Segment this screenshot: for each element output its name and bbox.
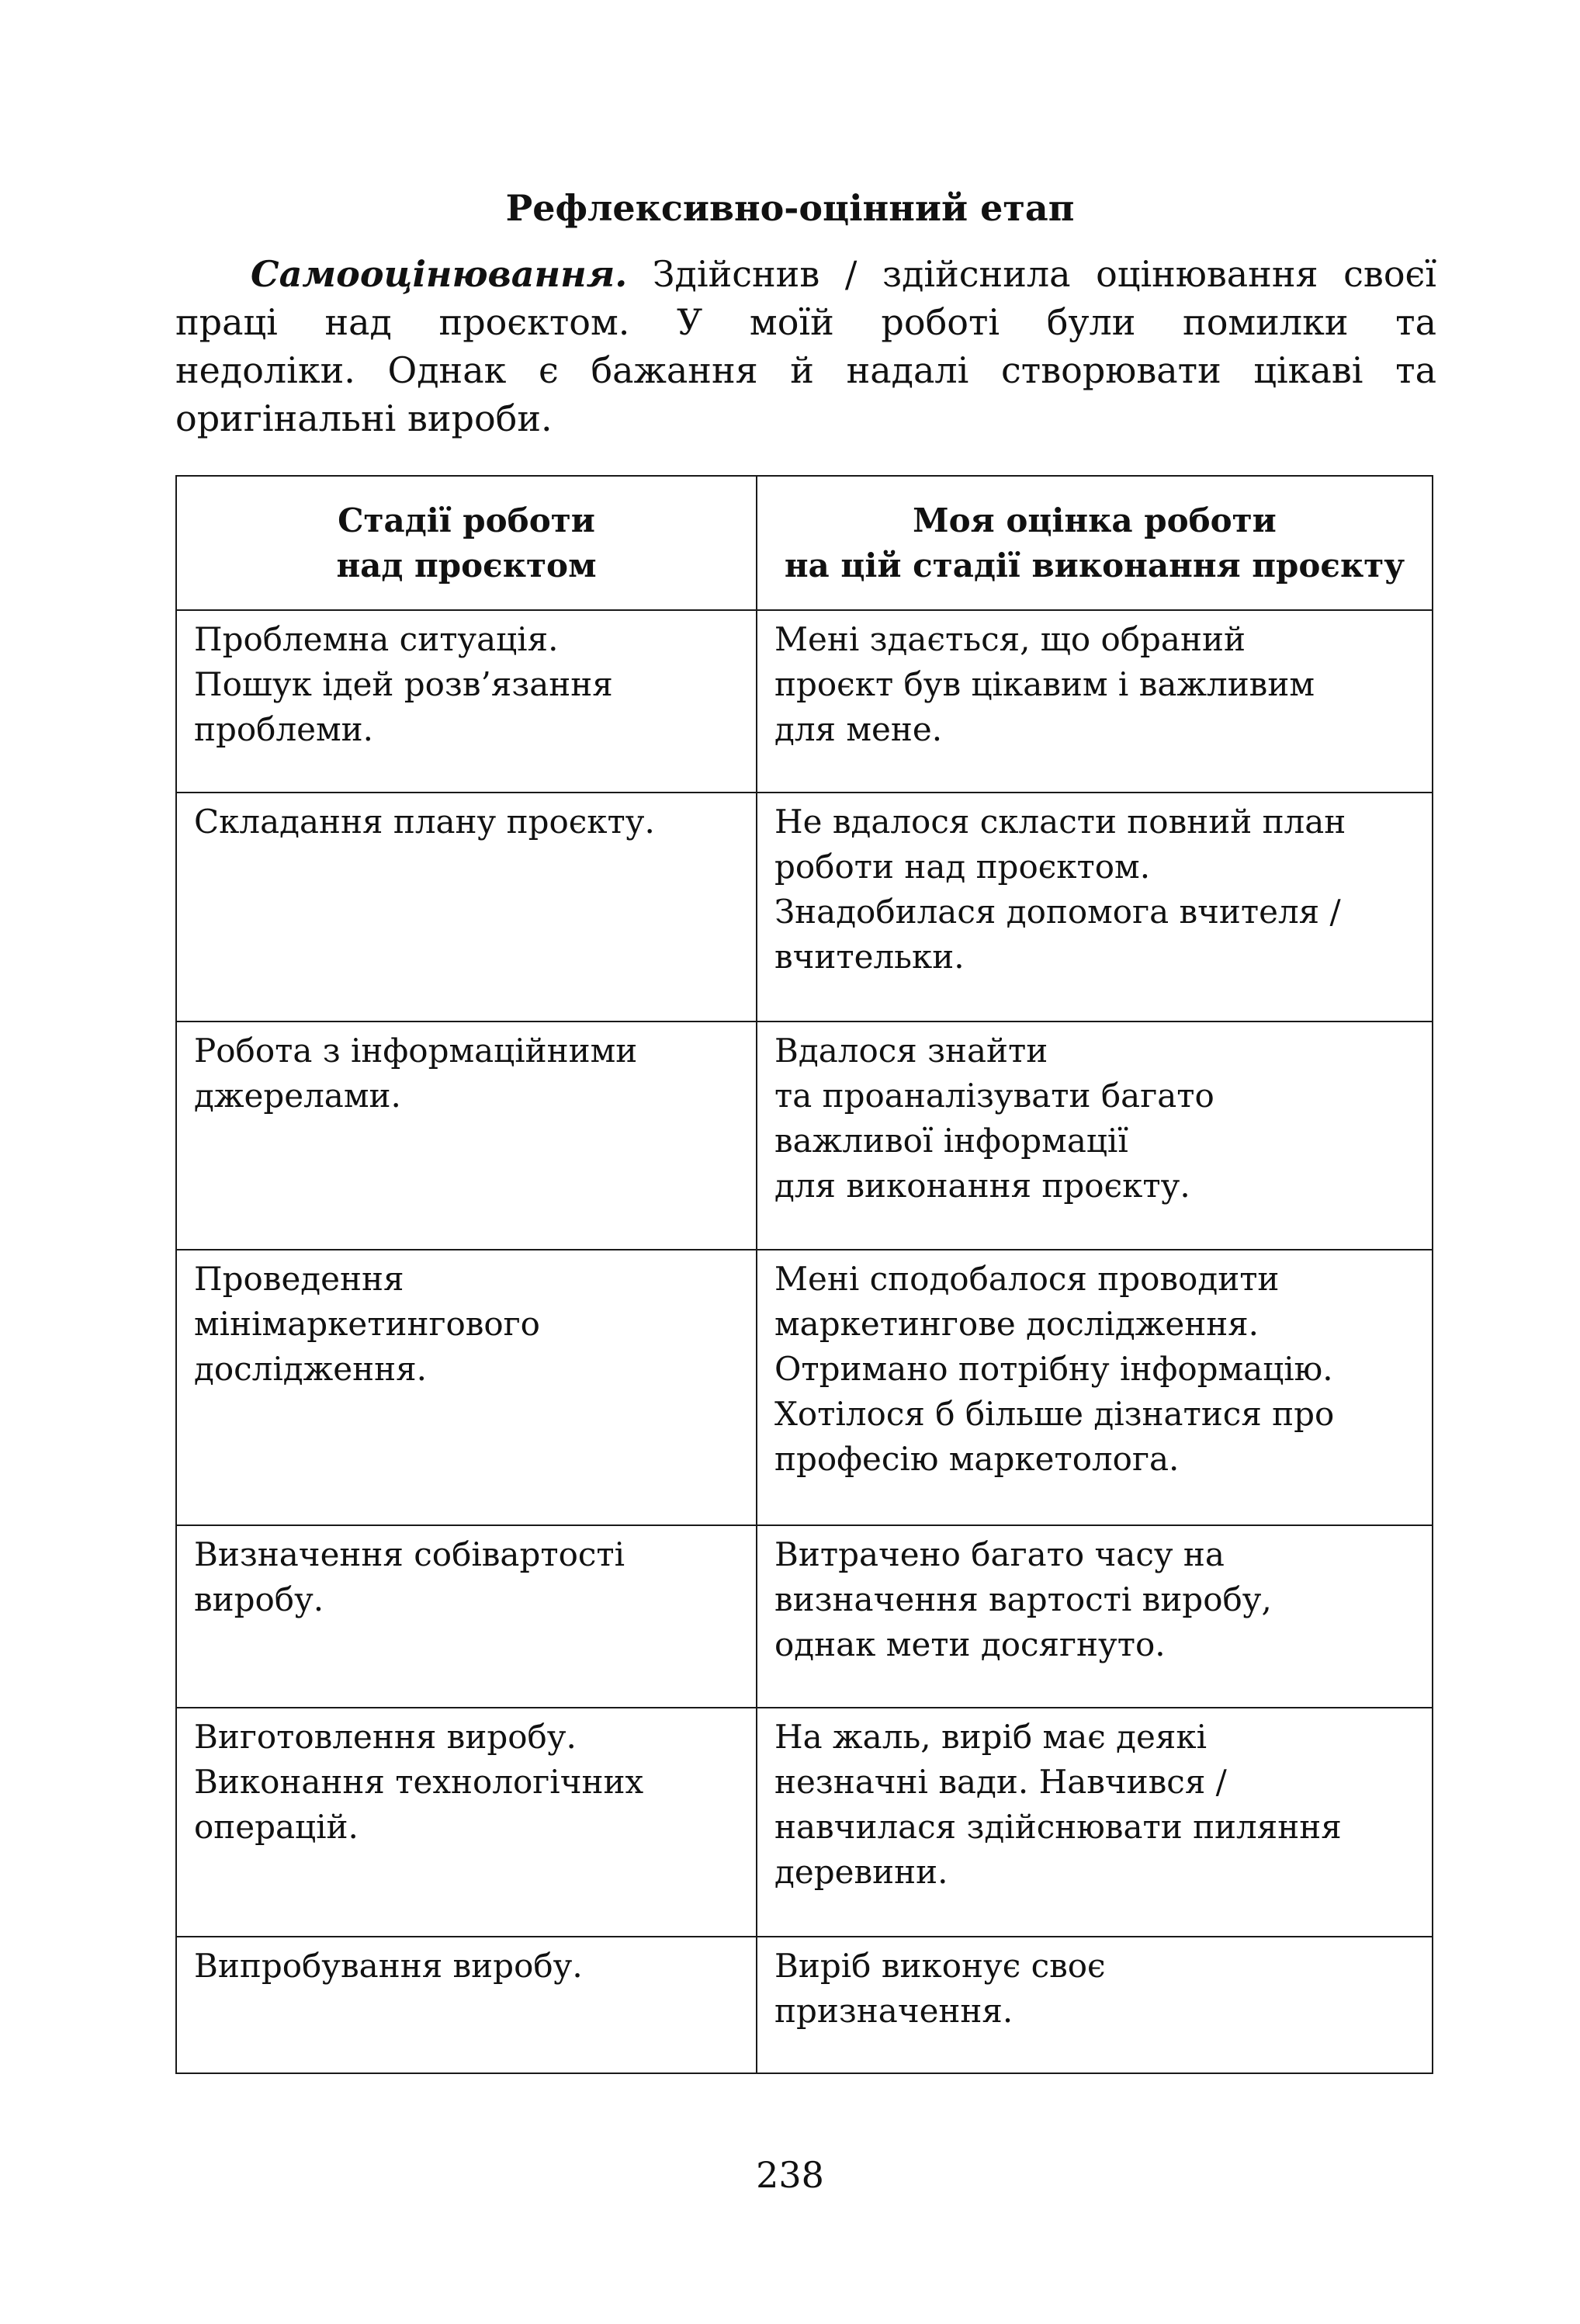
- cell-line: Витрачено багато часу на: [774, 1535, 1225, 1573]
- cell-line: виробу.: [194, 1580, 324, 1618]
- cell-line: Виконання технологічних: [194, 1763, 644, 1801]
- intro-line-1-text: Здійснив / здійснила оцінювання своєї: [627, 253, 1436, 295]
- table-header-row: [176, 476, 1433, 610]
- cell-line: Отримано потрібну інформацію.: [774, 1350, 1333, 1388]
- header-assessment-line: на цій стадії виконання проєкту: [784, 546, 1405, 584]
- table-row: [176, 1022, 1433, 1250]
- cell-line: джерелами.: [194, 1077, 401, 1115]
- cell-line: призначення.: [774, 1992, 1013, 2030]
- cell-line: маркетингове дослідження.: [774, 1305, 1259, 1343]
- cell-line: вчительки.: [774, 938, 965, 976]
- cell-line: Випробування виробу.: [194, 1947, 583, 1985]
- cell-line: На жаль, виріб має деякі: [774, 1718, 1208, 1756]
- cell-line: професію маркетолога.: [774, 1440, 1180, 1478]
- header-assessment-line: Моя оцінка роботи: [913, 501, 1277, 539]
- cell-line: Виріб виконує своє: [774, 1947, 1106, 1985]
- cell-line: навчилася здійснювати пиляння: [774, 1808, 1342, 1846]
- assessment-cell: [757, 1525, 1433, 1708]
- header-stages: [176, 476, 757, 610]
- project-stages-table: [175, 475, 1433, 2074]
- cell-line: Проведення: [194, 1260, 404, 1298]
- assessment-cell: [757, 1250, 1433, 1525]
- stage-cell: [176, 1525, 757, 1708]
- cell-line: незначні вади. Навчився /: [774, 1763, 1227, 1801]
- assessment-cell: [757, 793, 1433, 1022]
- section-heading: Рефлексивно-оцінний етап: [505, 187, 1075, 229]
- cell-line: роботи над проєктом.: [774, 848, 1151, 886]
- assessment-cell: [757, 1022, 1433, 1250]
- assessment-cell: [757, 1937, 1433, 2073]
- cell-line: для виконання проєкту.: [774, 1167, 1190, 1205]
- table-row: [176, 1250, 1433, 1525]
- intro-line-3: недоліки. Однак є бажання й надалі створювати цікаві та: [175, 349, 1436, 391]
- cell-line: деревини.: [774, 1853, 948, 1891]
- cell-line: Пошук ідей розв’язання: [194, 665, 613, 703]
- cell-line: мінімаркетингового: [194, 1305, 540, 1343]
- cell-line: важливої інформації: [774, 1122, 1128, 1160]
- stage-cell: [176, 1250, 757, 1525]
- cell-line: Не вдалося скласти повний план: [774, 803, 1346, 841]
- cell-line: Знадобилася допомога вчителя /: [774, 893, 1341, 931]
- intro-line-4: оригінальні вироби.: [175, 397, 553, 439]
- stage-cell: [176, 793, 757, 1022]
- cell-line: Хотілося б більше дізнатися про: [774, 1395, 1335, 1433]
- assessment-cell: [757, 1708, 1433, 1937]
- intro-paragraph: [175, 250, 1436, 442]
- header-stages-line: Стадії роботи: [338, 501, 595, 539]
- cell-line: Виготовлення виробу.: [194, 1718, 577, 1756]
- table-row: [176, 610, 1433, 793]
- cell-line: проєкт був цікавим і важливим: [774, 665, 1315, 703]
- table-row: [176, 1525, 1433, 1708]
- page-number: 238: [756, 2154, 824, 2196]
- stage-cell: [176, 610, 757, 793]
- cell-line: операцій.: [194, 1808, 359, 1846]
- cell-line: проблеми.: [194, 710, 373, 748]
- cell-line: та проаналізувати багато: [774, 1077, 1214, 1115]
- stage-cell: [176, 1022, 757, 1250]
- cell-line: Робота з інформаційними: [194, 1032, 638, 1070]
- cell-line: Визначення собівартості: [194, 1535, 625, 1573]
- table-row: [176, 793, 1433, 1022]
- table-row: [176, 1708, 1433, 1937]
- cell-line: визначення вартості виробу,: [774, 1580, 1272, 1618]
- assessment-cell: [757, 610, 1433, 793]
- cell-line: дослідження.: [194, 1350, 427, 1388]
- cell-line: Мені сподобалося проводити: [774, 1260, 1280, 1298]
- intro-line-2: праці над проєктом. У моїй роботі були помилки та: [175, 301, 1436, 343]
- cell-line: Вдалося знайти: [774, 1032, 1048, 1070]
- cell-line: для мене.: [774, 710, 943, 748]
- stage-cell: [176, 1937, 757, 2073]
- intro-lead-term: Самооцінювання.: [251, 253, 628, 295]
- stage-cell: [176, 1708, 757, 1937]
- cell-line: Складання плану проєкту.: [194, 803, 655, 841]
- header-stages-line: над проєктом: [336, 546, 597, 584]
- cell-line: Мені здається, що обраний: [774, 620, 1246, 658]
- header-assessment: [757, 476, 1433, 610]
- intro-line-1: [175, 250, 1436, 298]
- cell-line: однак мети досягнуто.: [774, 1625, 1166, 1663]
- cell-line: Проблемна ситуація.: [194, 620, 559, 658]
- table-row: [176, 1937, 1433, 2073]
